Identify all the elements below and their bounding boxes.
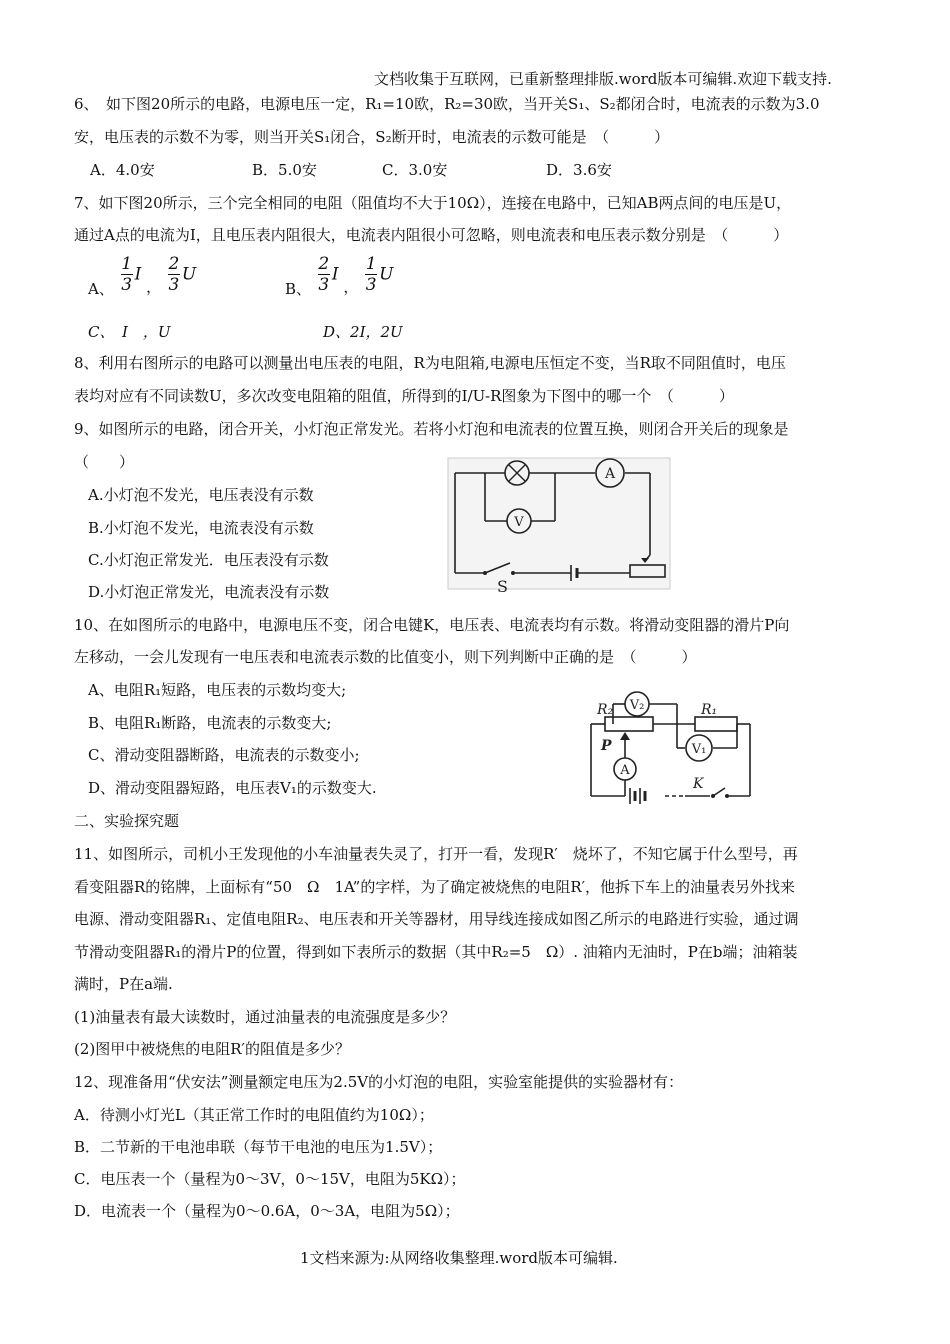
q8-line1: 8、利用右图所示的电路可以测量出电压表的电阻，R为电阻箱,电源电压恒定不变，当R取不同阻值时，电压 [74, 354, 786, 372]
q12-item-c: C．电压表一个（量程为0～3V，0～15V，电阻为5KΩ）； [74, 1170, 466, 1188]
q10-option-a: A、电阻R₁短路，电压表的示数均变大; [88, 681, 347, 699]
ammeter-icon [614, 758, 636, 780]
q10-circuit-diagram [585, 684, 760, 804]
q11-line-1: 11、如图所示，司机小王发现他的小车油量表失灵了，打开一看，发现R′ 烧坏了，不知它属于什么型号，再 [74, 845, 798, 863]
q11-subquestion-1: (1)油量表有最大读数时，通过油量表的电流强度是多少？ [74, 1008, 456, 1026]
voltmeter-icon [507, 509, 531, 533]
q9-option-a: A.小灯泡不发光，电压表没有示数 [88, 486, 314, 504]
q9-option-c: C.小灯泡正常发光．电压表没有示数 [88, 551, 329, 569]
q7-option-b: B、 $\frac{2}{3}$ I ， $\frac{1}{3}$ U [285, 254, 394, 298]
svg-text:A: A [604, 466, 616, 482]
q6-option-d: D．3.6安 [546, 161, 612, 179]
header-note: 文档收集于互联网，已重新整理排版.word版本可编辑.欢迎下载支持. [374, 70, 832, 88]
q6-option-c: C．3.0安 [382, 161, 448, 179]
footer-note: 1文档来源为:从网络收集整理.word版本可编辑. [300, 1249, 618, 1267]
q11-line-5: 满时，P在a端. [74, 975, 173, 993]
q7-option-b-label: B、 [285, 280, 312, 298]
q10-option-d: D、滑动变阻器短路，电压表V₁的示数变大. [88, 779, 377, 797]
k-label: K [693, 776, 704, 792]
q12-item-a: A．待测小灯光L（其正常工作时的电阻值约为10Ω）； [74, 1106, 434, 1124]
q7-option-a: A、 $\frac{1}{3}$ I ， $\frac{2}{3}$ U [88, 254, 197, 298]
slider-p-arrow-icon [620, 732, 630, 740]
q7-a-fraction-1: $\frac{1}{3}$ [121, 254, 133, 295]
q9-line2: （ ） [74, 453, 135, 471]
q7-a-fraction-2: $\frac{2}{3}$ [168, 254, 180, 295]
r1-label: R₁ [701, 702, 718, 718]
q11-line-4: 节滑动变阻器R₁的滑片P的位置，得到如下表所示的数据（其中R₂=5 Ω）. 油箱内无油时，P在b端；油箱装 [74, 943, 798, 961]
q9-line1: 9、如图所示的电路，闭合开关，小灯泡正常发光。若将小灯泡和电流表的位置互换，则闭合开关后的现象是 [74, 420, 789, 438]
lamp-icon [505, 461, 529, 485]
p-label: P [601, 738, 612, 754]
q6-line1: 6、 如下图20所示的电路，电源电压一定，R₁=10欧，R₂=30欧，当开关S₁、S₂都闭合时，电流表的示数为3.0 [74, 95, 820, 113]
q7-b-fraction-1: $\frac{2}{3}$ [318, 254, 330, 295]
q11-line-3: 电源、滑动变阻器R₁、定值电阻R₂、电压表和开关等器材，用导线连接成如图乙所示的电路进行实验，通过调 [74, 910, 799, 928]
q11-subquestion-2: (2)图甲中被烧焦的电阻R′的阻值是多少？ [74, 1040, 350, 1058]
voltmeter-v2-icon [625, 692, 649, 716]
r2-label: R₂ [597, 702, 614, 718]
q6-option-a: A．4.0安 [90, 161, 155, 179]
q6-option-b: B．5.0安 [252, 161, 317, 179]
q12-item-b: B．二节新的干电池串联（每节干电池的电压为1.5V）； [74, 1138, 443, 1156]
ammeter-icon [596, 459, 624, 487]
q9-option-b: B.小灯泡不发光，电流表没有示数 [88, 519, 314, 537]
svg-text:V₂: V₂ [629, 698, 645, 713]
svg-text:V₁: V₁ [691, 742, 707, 757]
q7-option-c: C、 I ，U [88, 323, 171, 341]
q11-line-2: 看变阻器R的铭牌，上面标有“50 Ω 1A”的字样，为了确定被烧焦的电阻R′，他拆下车上的油量表另外找来 [74, 878, 796, 896]
q10-option-b: B、电阻R₁断路，电流表的示数变大; [88, 714, 332, 732]
q7-option-a-label: A、 [88, 280, 114, 298]
q7-b-fraction-2: $\frac{1}{3}$ [365, 254, 377, 295]
q10-line1: 10、在如图所示的电路中，电源电压不变，闭合电键K，电压表、电流表均有示数。将滑动变阻器的滑片P向 [74, 616, 790, 634]
q9-option-d: D.小灯泡正常发光，电流表没有示数 [88, 583, 330, 601]
q9-circuit-diagram [445, 455, 675, 595]
q10-line2: 左移动，一会儿发现有一电压表和电流表示数的比值变小，则下列判断中正确的是 （ ） [74, 648, 697, 666]
q7-line1: 7、如下图20所示，三个完全相同的电阻（阻值均不大于10Ω），连接在电路中，已知AB两点间的电压是U， [74, 194, 792, 212]
q7-option-d: D、2I，2U [323, 323, 403, 341]
q12-line-1: 12、现准备用“伏安法”测量额定电压为2.5V的小灯泡的电阻，实验室能提供的实验器材有： [74, 1073, 684, 1091]
switch-label: S [497, 577, 508, 595]
svg-text:A: A [620, 763, 630, 778]
q10-option-c: C、滑动变阻器断路，电流表的示数变小; [88, 746, 360, 764]
voltmeter-v1-icon [686, 735, 712, 761]
q8-line2: 表均对应有不同读数U，多次改变电阻箱的阻值，所得到的I/U-R图象为下图中的哪一个 （ ） [74, 387, 734, 405]
section-title-experiment: 二、实验探究题 [74, 812, 180, 830]
q12-item-d: D．电流表一个（量程为0～0.6A，0～3A，电阻为5Ω）； [74, 1202, 460, 1220]
svg-text:V: V [514, 515, 524, 530]
q6-line2: 安，电压表的示数不为零，则当开关S₁闭合，S₂断开时，电流表的示数可能是 （ ） [74, 128, 670, 146]
q7-line2: 通过A点的电流为I，且电压表内阻很大，电流表内阻很小可忽略，则电流表和电压表示数分别是 （ ） [74, 226, 789, 244]
